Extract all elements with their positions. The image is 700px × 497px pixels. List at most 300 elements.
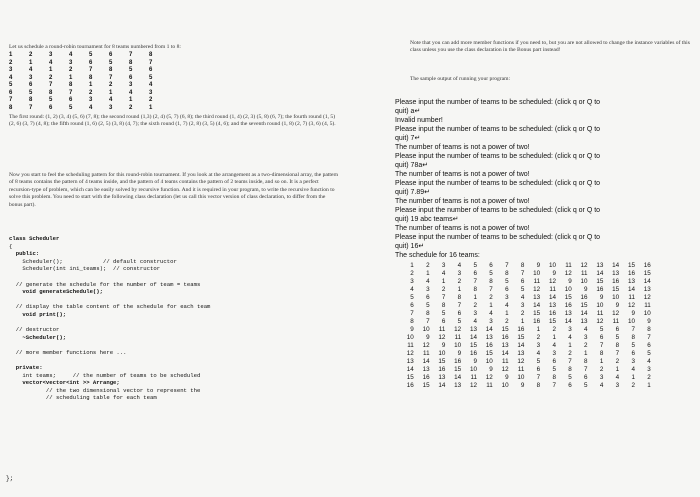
table-cell: 16 — [469, 350, 477, 357]
grid-cell: 1 — [89, 82, 93, 88]
grid-cell: 1 — [149, 104, 153, 111]
code-line: // generate the schedule for the number of team = teams — [9, 280, 201, 288]
table-cell: 6 — [457, 310, 462, 317]
table-cell: 1 — [473, 294, 477, 301]
table-cell: 1 — [520, 318, 525, 325]
table-cell: 14 — [612, 262, 620, 269]
grid-cell: 5 — [109, 59, 113, 66]
table-cell: 2 — [552, 326, 556, 333]
table-cell: 9 — [441, 342, 446, 349]
grid-cell: 3 — [149, 89, 153, 96]
table-cell: 15 — [469, 342, 477, 349]
sample-line: Please input the number of teams to be scheduled: (click q or Q to — [395, 207, 601, 214]
table-cell: 4 — [426, 278, 430, 285]
table-cell: 1 — [426, 270, 430, 277]
grid-cell: 8 — [89, 74, 93, 81]
table-cell: 1 — [489, 302, 493, 309]
table-cell: 6 — [584, 374, 588, 381]
table-cell: 9 — [552, 270, 556, 277]
table-cell: 13 — [422, 366, 430, 373]
table-cell: 5 — [441, 310, 446, 317]
sample-line: The number of teams is not a power of two! — [395, 198, 530, 205]
table-cell: 12 — [627, 302, 635, 309]
table-cell: 16 — [406, 382, 414, 389]
table-cell: 5 — [615, 334, 620, 341]
table-cell: 1 — [615, 366, 620, 373]
table-cell: 8 — [426, 310, 430, 317]
explanation-text: Now you start to feel the scheduling pattern for this round-robin tournament. If you look at the arrangement as a two-dimensional array, the pattern of 8 teams contains the pattern of 4 teams inside, and the pattern of 4 teams contains the pattern of 2 teams inside, and so on. It is a perfect recursion-type of problem, which can be easily solved by recursive function. And it is required in your program, to write the recursive function to solve this problem. You need to start with the following class declaration (let us call this vector version of class declaration, to differ from the bonus part). — [9, 172, 339, 208]
grid-cell: 3 — [29, 74, 33, 81]
sample-line: Please input the number of teams to be scheduled: (click q or Q to — [395, 153, 601, 160]
table-cell: 11 — [596, 310, 604, 317]
table-cell: 7 — [599, 342, 604, 349]
table-cell: 3 — [552, 350, 556, 357]
table-cell: 2 — [631, 382, 635, 389]
table-cell: 7 — [473, 278, 477, 285]
table-cell: 4 — [473, 318, 477, 325]
grid-cell: 2 — [49, 74, 53, 81]
table-cell: 3 — [599, 374, 604, 381]
table-cell: 8 — [631, 334, 635, 341]
table-cell: 13 — [469, 326, 477, 333]
sample-line: The number of teams is not a power of two! — [395, 144, 530, 151]
table-cell: 4 — [568, 334, 572, 341]
table-cell: 3 — [426, 286, 430, 293]
table-cell: 3 — [631, 358, 635, 365]
grid-cell: 6 — [9, 89, 13, 96]
table-cell: 14 — [564, 318, 572, 325]
table-cell: 12 — [438, 334, 446, 341]
table-cell: 8 — [489, 278, 493, 285]
table-cell: 1 — [536, 326, 541, 333]
table-cell: 15 — [438, 358, 446, 365]
grid-cell: 4 — [9, 74, 13, 81]
grid-cell: 5 — [29, 89, 33, 96]
table-cell: 4 — [615, 374, 620, 381]
code-line — [9, 319, 210, 327]
table-cell: 8 — [552, 374, 556, 381]
table-cell: 10 — [501, 382, 509, 389]
grid-row — [9, 90, 169, 98]
table-cell: 5 — [584, 382, 588, 389]
code-line: ~Scheduler(); — [9, 333, 67, 341]
table-cell: 9 — [584, 286, 588, 293]
code-line: void generateSchedule(); — [9, 288, 103, 296]
grid-cell: 3 — [129, 82, 133, 88]
table-cell: 13 — [501, 342, 509, 349]
table-cell: 1 — [584, 350, 588, 357]
table-cell: 6 — [599, 334, 604, 341]
table-cell: 3 — [457, 270, 462, 277]
table-cell: 3 — [568, 326, 572, 333]
schedule-table-16 — [398, 262, 651, 390]
table-cell: 11 — [423, 350, 430, 357]
table-cell: 1 — [457, 286, 462, 293]
table-cell: 6 — [473, 270, 477, 277]
grid-cell: 2 — [9, 59, 13, 66]
table-cell: 11 — [470, 374, 477, 381]
table-cell: 2 — [520, 310, 525, 317]
table-cell: 10 — [422, 326, 430, 333]
table-cell: 15 — [643, 270, 651, 277]
table-cell: 1 — [410, 262, 414, 269]
code-line — [9, 296, 210, 304]
grid-cell: 2 — [29, 52, 33, 58]
table-cell: 10 — [548, 262, 556, 269]
table-cell: 9 — [489, 366, 493, 373]
grid-row — [9, 82, 169, 90]
table-cell: 1 — [441, 278, 446, 285]
table-cell: 2 — [410, 270, 414, 277]
grid-row — [9, 75, 169, 83]
table-cell: 16 — [517, 326, 525, 333]
table-cell: 14 — [438, 382, 446, 389]
table-cell: 7 — [552, 382, 556, 389]
table-cell: 13 — [485, 334, 493, 341]
code-line: // more member functions here ... — [9, 348, 127, 356]
table-cell: 2 — [599, 366, 604, 373]
grid-cell: 1 — [109, 89, 113, 96]
grid-cell: 1 — [49, 67, 53, 73]
table-cell: 4 — [599, 382, 604, 389]
grid-cell: 8 — [69, 82, 73, 88]
table-cell: 16 — [438, 366, 446, 373]
grid-cell: 5 — [9, 82, 13, 88]
table-cell: 16 — [596, 286, 604, 293]
table-cell: 4 — [552, 342, 556, 349]
table-cell: 2 — [647, 374, 651, 381]
table-cell: 8 — [457, 294, 462, 301]
table-cell: 2 — [536, 334, 541, 341]
table-cell: 16 — [533, 318, 541, 325]
code-line: public: — [9, 250, 40, 258]
table-row — [398, 270, 651, 278]
grid-cell: 7 — [9, 97, 13, 103]
table-cell: 9 — [473, 358, 477, 365]
table-row — [398, 358, 651, 366]
grid-cell: 7 — [129, 52, 133, 58]
table-cell: 10 — [454, 342, 462, 349]
table-cell: 10 — [469, 366, 477, 373]
table-cell: 6 — [441, 318, 446, 325]
table-cell: 4 — [584, 326, 588, 333]
table-cell: 13 — [438, 374, 446, 381]
table-cell: 11 — [502, 358, 509, 365]
table-row — [398, 374, 651, 382]
table-cell: 16 — [501, 334, 509, 341]
table-cell: 5 — [647, 350, 651, 357]
grid-row — [9, 105, 169, 113]
grid-cell: 6 — [89, 59, 93, 66]
sample-line: Please input the number of teams to be scheduled: (click q or Q to — [395, 99, 601, 106]
grid-cell: 4 — [149, 82, 153, 88]
table-cell: 5 — [489, 270, 493, 277]
code-line — [9, 273, 210, 281]
table-cell: 9 — [410, 326, 414, 333]
table-cell: 5 — [457, 318, 462, 325]
grid-cell: 3 — [9, 67, 13, 73]
grid-cell: 8 — [49, 89, 53, 96]
grid-cell: 6 — [149, 67, 153, 73]
table-cell: 7 — [426, 318, 430, 325]
grid-cell: 6 — [49, 104, 53, 111]
table-row — [398, 366, 651, 374]
table-cell: 14 — [406, 366, 414, 373]
table-cell: 10 — [643, 310, 651, 317]
grid-cell: 3 — [109, 104, 113, 111]
table-row — [398, 382, 651, 390]
grid-cell: 7 — [49, 82, 53, 88]
schedule-grid-8 — [9, 52, 169, 112]
table-cell: 3 — [647, 366, 651, 373]
table-cell: 4 — [410, 286, 414, 293]
grid-cell: 3 — [69, 59, 73, 66]
table-cell: 7 — [615, 350, 620, 357]
table-cell: 2 — [441, 286, 446, 293]
table-cell: 14 — [533, 302, 541, 309]
code-line: // destructor — [9, 326, 60, 334]
table-row — [398, 326, 651, 334]
sample-line: Please input the number of teams to be scheduled: (click q or Q to — [395, 126, 601, 133]
grid-row — [9, 67, 169, 75]
table-row — [398, 262, 651, 270]
table-cell: 15 — [422, 382, 430, 389]
code-line: // the two dimensional vector to represent the — [9, 386, 201, 394]
table-cell: 12 — [454, 326, 462, 333]
table-cell: 15 — [485, 350, 493, 357]
table-cell: 11 — [644, 302, 651, 309]
table-cell: 5 — [552, 366, 556, 373]
table-cell: 2 — [505, 318, 509, 325]
rounds-text: The first round: (1, 2) (3, 4) (5, 6) (7, 8); the second round (1,3) (2, 4) (5, 7) (6, 8); the third round (1, 4) (2, 3) (5, 8) (6, 7); the fourth round (1, 5) (2, 6) (3, 7) (4, 8); the fifth round (1, 6) (2, 5) (3, 8) (4, 7); the sixth round (1, 7) (2, 8) (3, 5) (4, 6); and the seventh round (1, 8) (2, 7) (3, 6) (4, 5). — [9, 114, 336, 128]
grid-cell: 4 — [29, 67, 33, 73]
table-cell: 12 — [422, 342, 430, 349]
table-cell: 14 — [485, 326, 493, 333]
table-cell: 3 — [441, 262, 446, 269]
sample-line: Please input the number of teams to be scheduled: (click q or Q to — [395, 180, 601, 187]
table-cell: 13 — [517, 350, 525, 357]
table-cell: 1 — [599, 358, 604, 365]
grid-cell: 6 — [69, 97, 73, 103]
table-cell: 2 — [615, 358, 620, 365]
sample-line: quit) 16↵ — [395, 243, 425, 250]
table-cell: 12 — [406, 350, 414, 357]
table-cell: 15 — [596, 278, 604, 285]
table-cell: 14 — [517, 342, 525, 349]
table-cell: 6 — [505, 286, 509, 293]
table-cell: 2 — [426, 262, 430, 269]
table-cell: 10 — [406, 334, 414, 341]
table-row — [398, 334, 651, 342]
table-cell: 9 — [647, 318, 651, 325]
table-cell: 11 — [517, 366, 525, 373]
table-cell: 5 — [568, 374, 572, 381]
table-cell: 15 — [548, 318, 556, 325]
table-cell: 3 — [473, 310, 477, 317]
table-cell: 3 — [489, 318, 493, 325]
table-cell: 16 — [548, 310, 556, 317]
table-cell: 15 — [564, 294, 572, 301]
table-cell: 7 — [568, 358, 572, 365]
table-cell: 7 — [647, 334, 651, 341]
table-cell: 7 — [441, 294, 446, 301]
grid-cell: 8 — [149, 52, 153, 58]
table-cell: 13 — [533, 294, 541, 301]
table-cell: 3 — [410, 278, 414, 285]
grid-cell: 2 — [89, 89, 93, 96]
table-cell: 14 — [596, 270, 604, 277]
table-cell: 14 — [469, 334, 477, 341]
table-cell: 4 — [457, 262, 462, 269]
sample-title: The sample output of running your program: — [410, 76, 511, 82]
grid-cell: 7 — [109, 74, 113, 81]
table-cell: 12 — [580, 262, 588, 269]
table-cell: 10 — [517, 374, 525, 381]
table-cell: 12 — [643, 294, 651, 301]
table-cell: 12 — [596, 318, 604, 325]
table-cell: 8 — [599, 350, 604, 357]
table-cell: 6 — [426, 294, 430, 301]
table-cell: 12 — [501, 366, 509, 373]
code-line: class Scheduler — [9, 235, 60, 242]
table-cell: 5 — [410, 294, 414, 301]
grid-cell: 4 — [109, 97, 113, 103]
table-cell: 13 — [612, 270, 620, 277]
table-cell: 5 — [473, 262, 477, 269]
grid-cell: 8 — [109, 67, 113, 73]
grid-cell: 7 — [29, 104, 33, 111]
grid-cell: 3 — [49, 52, 53, 58]
sample-line: The number of teams is not a power of two! — [395, 171, 530, 178]
table-cell: 5 — [505, 278, 509, 285]
table-cell: 16 — [643, 262, 651, 269]
table-cell: 15 — [627, 262, 635, 269]
table-row — [398, 318, 651, 326]
table-cell: 6 — [552, 358, 556, 365]
table-cell: 4 — [536, 350, 541, 357]
table-cell: 8 — [410, 318, 414, 325]
table-cell: 9 — [505, 374, 509, 381]
table-cell: 15 — [454, 366, 462, 373]
table-cell: 9 — [568, 278, 572, 285]
table-cell: 10 — [564, 286, 572, 293]
table-cell: 1 — [505, 310, 509, 317]
table-cell: 6 — [410, 302, 414, 309]
table-cell: 1 — [552, 334, 556, 341]
table-cell: 9 — [520, 382, 525, 389]
table-row — [398, 350, 651, 358]
table-cell: 11 — [612, 318, 620, 325]
sample-line: The schedule for 16 teams: — [395, 252, 480, 259]
grid-row — [9, 52, 169, 60]
table-cell: 3 — [584, 334, 588, 341]
grid-cell: 4 — [129, 89, 133, 96]
grid-cell: 1 — [129, 97, 133, 103]
table-cell: 15 — [406, 374, 414, 381]
table-cell: 6 — [631, 350, 635, 357]
table-cell: 12 — [485, 374, 493, 381]
table-cell: 9 — [426, 334, 430, 341]
table-cell: 14 — [627, 286, 635, 293]
table-cell: 16 — [627, 270, 635, 277]
code-line: vector<vector<int >> Arrange; — [9, 379, 120, 387]
table-cell: 16 — [422, 374, 430, 381]
table-cell: 12 — [612, 310, 620, 317]
grid-cell: 5 — [129, 67, 133, 73]
table-cell: 8 — [615, 342, 620, 349]
code-line: // display the table content of the schedule for each team — [9, 303, 211, 311]
table-cell: 10 — [533, 270, 541, 277]
grid-row — [9, 60, 169, 68]
table-cell: 5 — [520, 286, 525, 293]
grid-cell: 2 — [109, 82, 113, 88]
grid-cell: 2 — [129, 104, 133, 111]
grid-cell: 4 — [89, 104, 93, 111]
table-cell: 8 — [505, 270, 509, 277]
table-cell: 3 — [505, 294, 509, 301]
grid-cell: 6 — [129, 74, 133, 81]
grid-cell: 8 — [9, 104, 13, 111]
code-line: Scheduler(int ini_teams); // constructor — [9, 265, 161, 273]
table-cell: 2 — [568, 350, 572, 357]
sample-line: The number of teams is not a power of two! — [395, 225, 530, 232]
table-cell: 10 — [627, 318, 635, 325]
table-cell: 3 — [615, 382, 620, 389]
table-cell: 11 — [565, 262, 572, 269]
table-cell: 4 — [631, 366, 635, 373]
table-cell: 8 — [584, 358, 588, 365]
table-cell: 13 — [564, 310, 572, 317]
table-cell: 8 — [441, 302, 446, 309]
table-cell: 10 — [485, 358, 493, 365]
table-cell: 15 — [517, 334, 525, 341]
grid-cell: 5 — [89, 52, 93, 58]
table-row — [398, 278, 651, 286]
table-cell: 16 — [454, 358, 462, 365]
table-cell: 5 — [631, 342, 635, 349]
table-cell: 14 — [643, 278, 651, 285]
sample-line: Invalid number! — [395, 117, 443, 124]
grid-cell: 5 — [149, 74, 153, 81]
table-cell: 13 — [406, 358, 414, 365]
table-cell: 6 — [615, 326, 620, 333]
sample-line: quit) 78a↵ — [395, 162, 429, 169]
grid-cell: 6 — [109, 52, 113, 58]
sample-line: quit) 7.89↵ — [395, 189, 431, 196]
grid-cell: 4 — [69, 52, 73, 58]
table-cell: 11 — [438, 326, 446, 333]
table-cell: 8 — [647, 326, 651, 333]
code-line: private: — [9, 364, 43, 372]
table-cell: 12 — [517, 358, 525, 365]
right-column — [350, 0, 700, 497]
table-cell: 6 — [568, 382, 572, 389]
grid-cell: 4 — [49, 59, 53, 66]
intro-text: Let us schedule a round-robin tournament for 8 teams numbered from 1 to 8: — [9, 44, 181, 50]
table-row — [398, 294, 651, 302]
table-cell: 15 — [501, 326, 509, 333]
table-cell: 4 — [505, 302, 509, 309]
table-cell: 7 — [457, 302, 462, 309]
grid-cell: 3 — [89, 97, 93, 103]
table-cell: 11 — [486, 382, 493, 389]
table-cell: 2 — [489, 294, 493, 301]
code-line — [9, 341, 210, 349]
table-row — [398, 286, 651, 294]
table-cell: 2 — [584, 342, 588, 349]
table-cell: 7 — [584, 366, 588, 373]
grid-cell: 1 — [9, 52, 13, 58]
